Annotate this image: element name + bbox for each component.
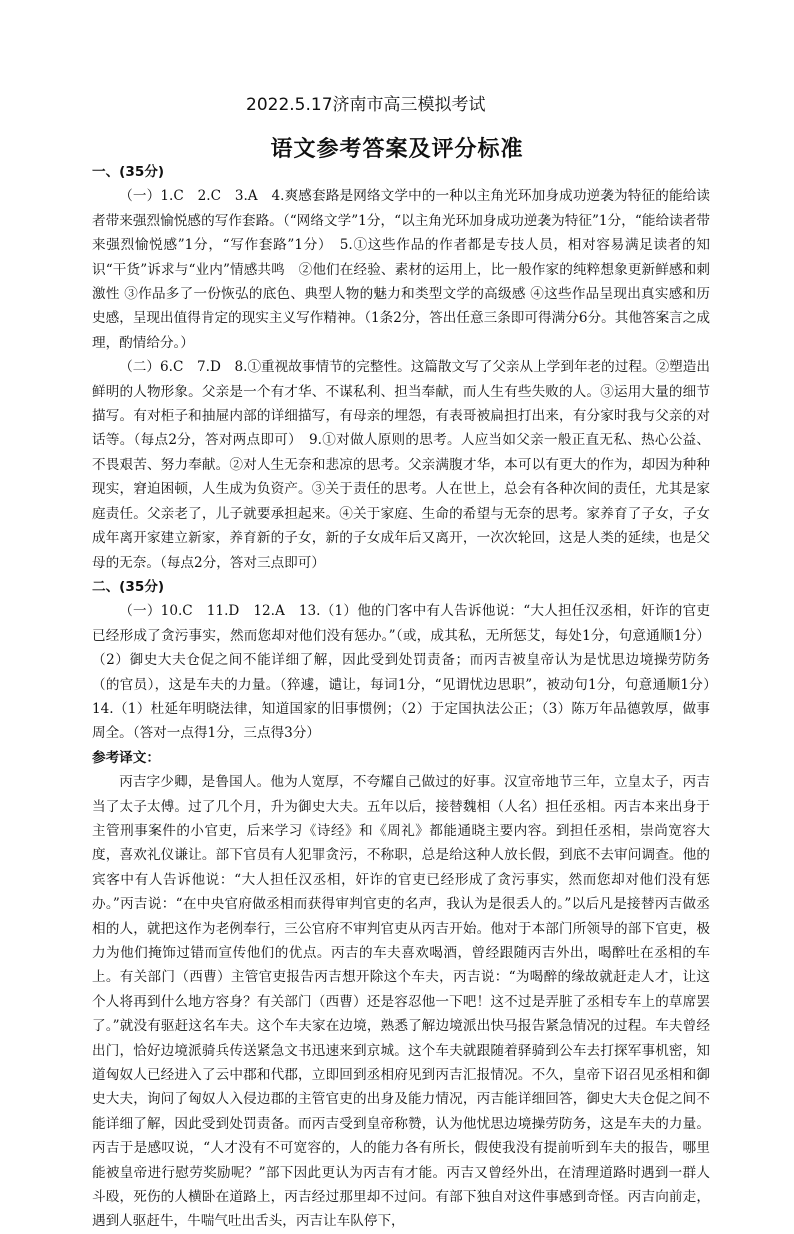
section-1-heading: 一、(35分) — [92, 164, 165, 180]
document-title: 语文参考答案及评分标准 — [270, 136, 524, 162]
document-body — [92, 160, 724, 1234]
section-1-part-2: （二）6.C 7.D 8.①重视故事情节的完整性。这篇散文写了父亲从上学到年老的过程。②塑造出鲜明的人物形象。父亲是一个有才华、不谋私利、担当奉献，而人生有些失败的人。③运用大量的细节描写。有对柜子和抽屉内部的详细描写，有母亲的埋怨，有表哥被扁担打出来，有分家时我与父亲的对话等。（每点2分，答对两点即可） 9.①对做人原则的思考。人应当如父亲一般正直无私、热心公益、不畏艰苦、努力奉献。②对人生无奈和悲凉的思考。父亲满腹才华，本可以有更大的作为，却因为种种现实，窘迫困顿，人生成为负资产。③关于责任的思考。人在世上，总会有各种次间的责任，尤其是家庭责任。父亲老了，儿子就要承担起来。④关于家庭、生命的希望与无奈的思考。家养育了子女，子女成年离开家建立新家，养育新的子女，新的子女成年后又离开，一次次轮回，这是人类的延续，也是父母的无奈。（每点2分，答对三点即可） — [92, 359, 710, 571]
section-2-heading: 二、(35分) — [92, 578, 165, 595]
section-2-part-1: （一）10.C 11.D 12.A 13.（1）他的门客中有人告诉他说：“大人担任汉丞相，奸诈的官吏已经形成了贪污事实，然而您却对他们没有惩办。”（或，成其私，无所惩艾，每处1分，句意通顺1分）（2）御史大夫仓促之间不能详细了解，因此受到处罚责备；而丙吉被皇帝认为是忧思边境操劳防务（的官员），这是车夫的力量。（猝遽，谴让，每词1分，“见谓忧边思职”，被动句1分，句意通顺1分） 14.（1）杜延年明晓法律，知道国家的旧事惯例；（2）于定国执法公正；（3）陈万年品德敦厚，做事周全。（答对一点得1分，三点得3分） — [92, 603, 724, 742]
exam-header: 2022.5.17济南市高三模拟考试 — [246, 95, 486, 115]
section-1-part-1: （一）1.C 2.C 3.A 4.爽感套路是网络文学中的一种以主角光环加身成功逆袭为特征的能给读者带来强烈愉悦感的写作套路。（“网络文学”1分，“以主角光环加身成功逆袭为特征”1分，“能给读者带来强烈愉悦感”1分，“写作套路”1分） 5.①这些作品的作者都是专技人员，相对容易满足读者的知识“干货”诉求与“业内”情感共鸣 ②他们在经验、素材的运用上，比一般作家的纯粹想象更新鲜感和刺激性 ③作品多了一份恢弘的底色、典型人物的魅力和类型文学的高级感 ④这些作品呈现出真实感和历史感，呈现出值得肯定的现实主义写作精神。（1条2分，答出任意三条即可得满分6分。其他答案言之成理，酌情给分。） — [92, 188, 710, 351]
reference-translation-text: 丙吉字少卿，是鲁国人。他为人宽厚，不夸耀自己做过的好事。汉宣帝地节三年，立皇太子，丙吉当了太子太傅。过了几个月，升为御史大夫。五年以后，接替魏相（人名）担任丞相。丙吉本来出身于主管刑事案件的小官吏，后来学习《诗经》和《周礼》都能通晓主要内容。到担任丞相，崇尚宽容大度，喜欢礼仪谦让。部下官员有人犯罪贪污，不称职，总是给这种人放长假，到底不去审问调查。他的宾客中有人告诉他说：“大人担任汉丞相，奸诈的官吏已经形成了贪污事实，然而您却对他们没有惩办。”丙吉说：“在中央官府做丞相而获得审判官吏的名声，我认为是很丢人的。”以后凡是接替丙吉做丞相的人，就把这作为老例奉行，三公官府不审判官吏从丙吉开始。他对于本部门所领导的部下官吏，极力为他们掩饰过错而宣传他们的优点。丙吉的车夫喜欢喝酒，曾经跟随丙吉外出，喝醉吐在丞相的车上。有关部门（西曹）主管官吏报告丙吉想开除这个车夫，丙吉说：“为喝醉的缘故就赶走人才，让这个人将再到什么地方容身？有关部门（西曹）还是容忍他一下吧！这不过是弄脏了丞相专车上的草席罢了。”就没有驱赶这名车夫。这个车夫家在边境，熟悉了解边境派出快马报告紧急情况的过程。车夫曾经出门，恰好边境派骑兵传送紧急文书迅速来到京城。这个车夫就跟随着驿骑到公车去打探军事机密，知道匈奴人已经进入了云中郡和代郡，立即回到丞相府见到丙吉汇报情况。不久，皇帝下诏召见丞相和御史大夫，询问了匈奴人入侵边郡的主管官吏的出身及能力情况，丙吉能详细回答，御史大夫仓促之间不能详细了解，因此受到处罚责备。而丙吉受到皇帝称赞，认为他忧思边境操劳防务，这是车夫的力量。丙吉于是感叹说，“人才没有不可宽容的，人的能力各有所长，假使我没有提前听到车夫的报告，哪里能被皇帝进行慰劳奖励呢？”部下因此更认为丙吉有才能。丙吉又曾经外出，在清理道路时遇到一群人斗殴，死伤的人横卧在道路上，丙吉经过那里却不过问。有部下独自对这件事感到奇怪。丙吉向前走，遇到人驱赶牛，牛喘气吐出舌头，丙吉让车队停下， — [92, 774, 710, 1230]
reference-translation-label: 参考译文： — [92, 749, 160, 766]
